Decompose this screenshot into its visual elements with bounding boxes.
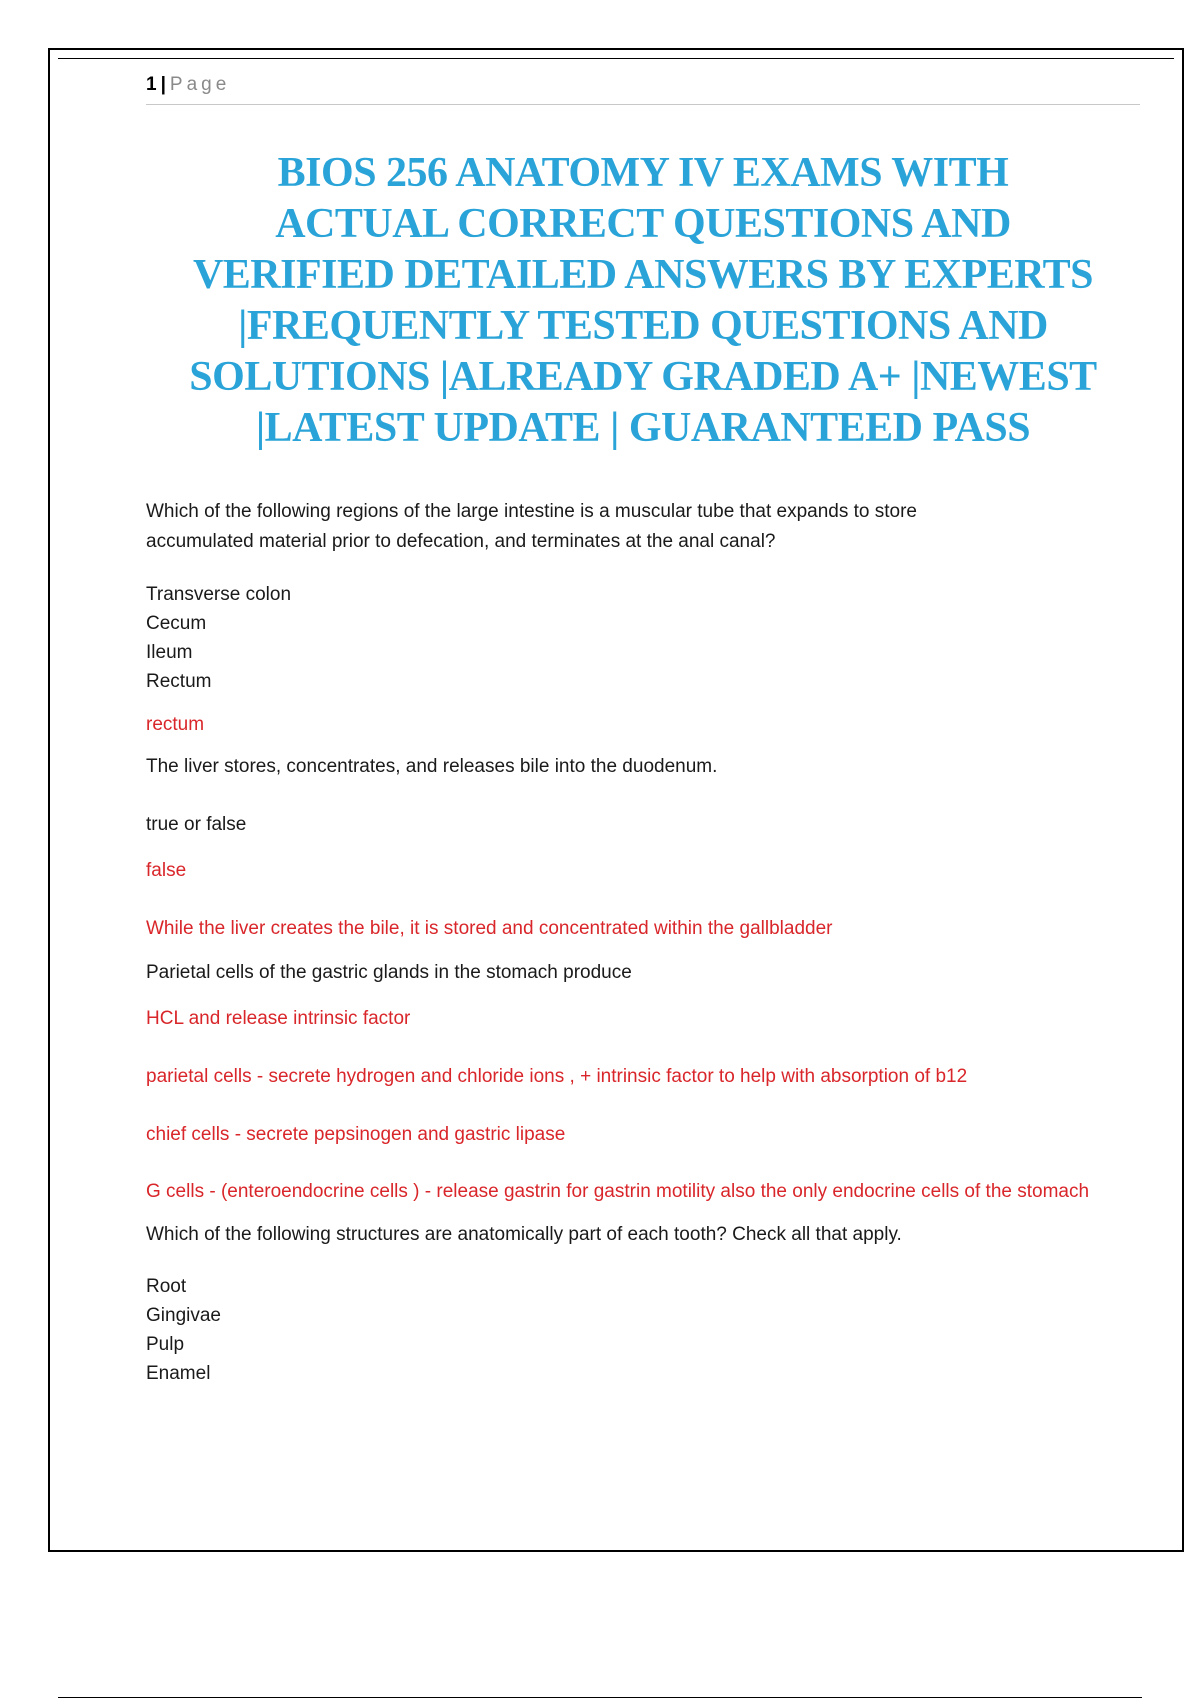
question-3-note: parietal cells - secrete hydrogen and chloride ions , + intrinsic factor to help with absorption of b12 [146,1066,968,1087]
page-word: Page [169,74,231,95]
question-1-text: Which of the following regions of the large intestine is a muscular tube that expands to store accumulated material prior to defecation, and terminates at the anal canal? [146,501,917,552]
title-line: ACTUAL CORRECT QUESTIONS AND [275,201,1011,247]
question-3-note: G cells - (enteroendocrine cells ) - release gastrin for gastrin motility also the only endocrine cells of the stomach [146,1181,1090,1202]
title-line: BIOS 256 ANATOMY IV EXAMS WITH [277,150,1009,196]
option: Rectum [146,671,212,692]
page-header [146,74,1140,105]
option: Cecum [146,613,207,634]
document-title [146,148,1140,454]
document-body [146,497,1140,1388]
title-line: VERIFIED DETAILED ANSWERS BY EXPERTS [192,252,1094,298]
option: Pulp [146,1334,185,1355]
option: Ileum [146,642,193,663]
question-2-explanation: While the liver creates the bile, it is stored and concentrated within the gallbladder [146,918,833,939]
question-3-text: Parietal cells of the gastric glands in the stomach produce [146,962,632,983]
question-1-options [146,580,1140,696]
question-2-text: The liver stores, concentrates, and releases bile into the duodenum. [146,756,718,777]
question-3-note: chief cells - secrete pepsinogen and gastric lipase [146,1124,566,1145]
option: Gingivae [146,1305,221,1326]
question-1-answer: rectum [146,714,205,735]
option: Transverse colon [146,584,292,605]
question-3-answer: HCL and release intrinsic factor [146,1008,411,1029]
question-4-options [146,1272,1140,1388]
top-rule [58,58,1174,59]
question-2-prompt: true or false [146,814,247,835]
page-frame [48,48,1184,1552]
option: Root [146,1276,187,1297]
question-4-text: Which of the following structures are anatomically part of each tooth? Check all that apply. [146,1224,902,1245]
page-number: 1 [146,74,157,95]
title-line: |LATEST UPDATE | GUARANTEED PASS [255,405,1031,451]
question-2-answer: false [146,860,187,881]
next-page-rule [58,1697,1142,1698]
title-line: SOLUTIONS |ALREADY GRADED A+ |NEWEST [189,354,1097,400]
title-line: |FREQUENTLY TESTED QUESTIONS AND [238,303,1048,349]
page-separator: | [160,74,166,95]
option: Enamel [146,1363,211,1384]
